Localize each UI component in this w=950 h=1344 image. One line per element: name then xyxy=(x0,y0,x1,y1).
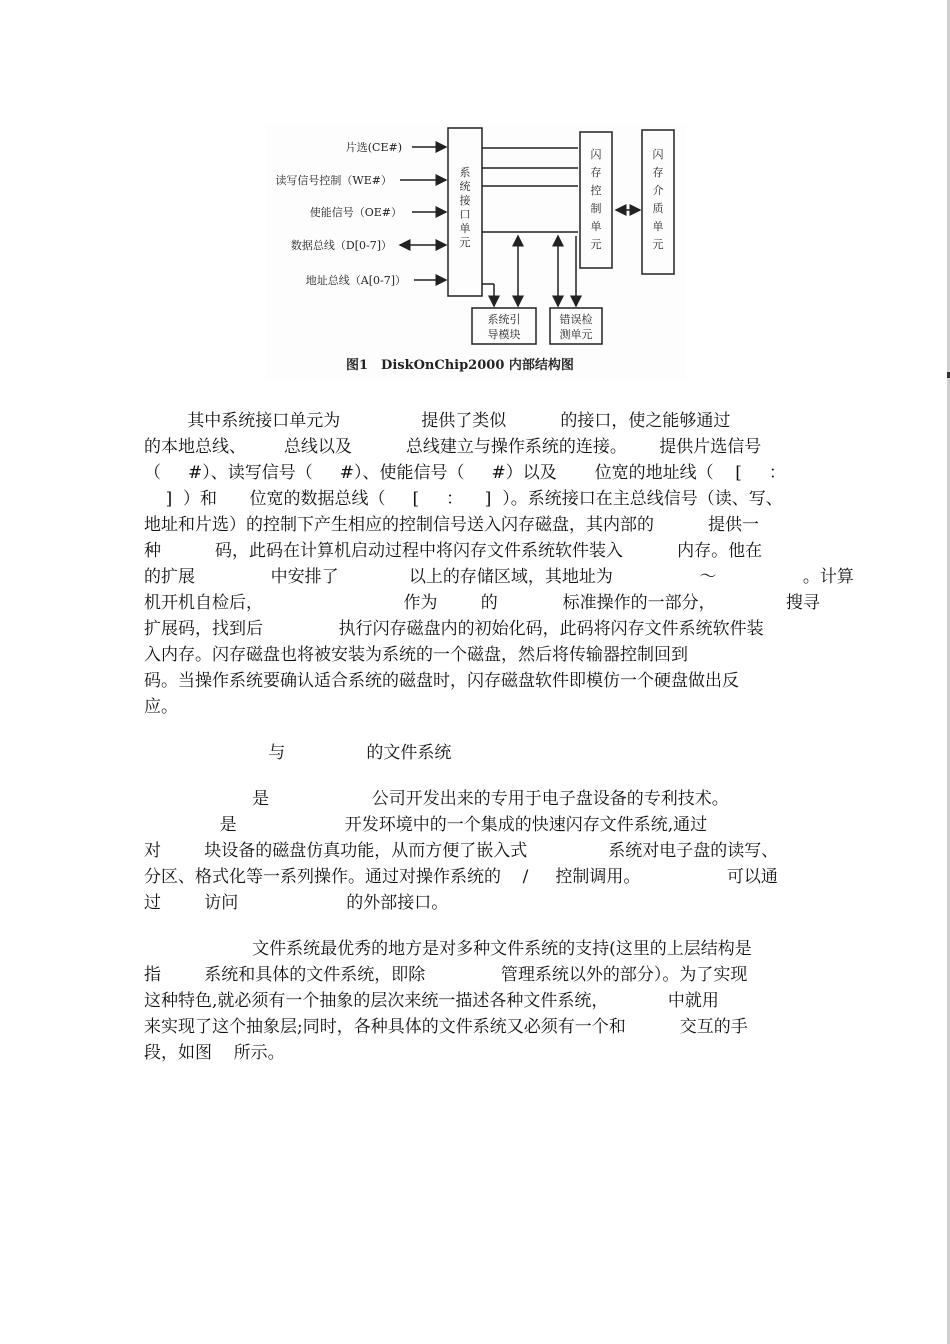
text-line: 应。 xyxy=(144,697,178,717)
flash-media-char: 存 xyxy=(652,166,664,179)
text-line: 码。当操作系统要确认适合系统的磁盘时，闪存磁盘软件即模仿一个硬盘做出反 xyxy=(144,671,739,691)
flash-media-char: 闪 xyxy=(652,148,664,161)
interface-char: 口 xyxy=(459,208,471,221)
section-heading: 与 的文件系统 xyxy=(144,743,452,763)
text-line: 扩展码，找到后 执行闪存磁盘内的初始化码，此码将闪存文件系统软件装 xyxy=(144,619,764,639)
flash-media-char: 元 xyxy=(652,238,664,251)
interface-char: 元 xyxy=(459,236,471,249)
input-label-oe: 使能信号（OE#） xyxy=(309,206,402,219)
error-detect-label: 错误检 xyxy=(559,313,593,326)
flash-media-char: 单 xyxy=(652,220,664,233)
interface-char: 单 xyxy=(459,222,471,235)
diagram-svg xyxy=(266,124,686,380)
text-line: 来实现了这个抽象层;同时，各种具体的文件系统又必须有一个和 交互的手 xyxy=(144,1017,748,1037)
text-line: 机开机自检后， 作为 的 标准操作的一部分， 搜寻 xyxy=(144,593,820,613)
input-label-data: 数据总线（D[0-7]） xyxy=(290,239,392,252)
text-line: ] ）和 位宽的数据总线（ [ ： ] ）。系统接口在主总线信号（读、写、 xyxy=(144,489,783,509)
text-line: 其中系统接口单元为 提供了类似 的接口，使之能够通过 xyxy=(144,411,731,431)
text-line: 指 系统和具体的文件系统，即除 管理系统以外的部分）。为了实现 xyxy=(144,965,748,985)
text-line: 的扩展 中安排了 以上的存储区域，其地址为 ～ 。计算 xyxy=(144,567,854,587)
flash-ctrl-char: 存 xyxy=(590,166,602,179)
flash-media-char: 介 xyxy=(652,184,664,197)
text-line: 入内存。闪存磁盘也将被安装为系统的一个磁盘，然后将传输器控制回到 xyxy=(144,645,688,665)
flash-ctrl-char: 闪 xyxy=(590,148,602,161)
boot-module-label: 导模块 xyxy=(487,328,521,341)
text-line: 过 访问 的外部接口。 xyxy=(144,893,449,913)
text-line: 对 块设备的磁盘仿真功能，从而方便了嵌入式 系统对电子盘的读写、 xyxy=(144,841,779,861)
text-line: 地址和片选）的控制下产生相应的控制信号送入闪存磁盘，其内部的 提供一 xyxy=(144,515,760,535)
input-label-ce: 片选(CE#) xyxy=(345,141,402,154)
flash-ctrl-char: 元 xyxy=(590,238,602,251)
structure-diagram xyxy=(266,124,686,380)
flash-ctrl-char: 单 xyxy=(590,220,602,233)
text-line: 文件系统最优秀的地方是对多种文件系统的支持(这里的上层结构是 xyxy=(144,939,752,959)
flash-media-char: 质 xyxy=(652,202,664,215)
text-line: 段，如图 所示。 xyxy=(144,1043,285,1063)
text-line: 是 公司开发出来的专用于电子盘设备的专利技术。 xyxy=(144,789,729,809)
interface-char: 系 xyxy=(459,166,471,179)
flash-ctrl-char: 控 xyxy=(590,184,602,197)
text-line: 分区、格式化等一系列操作。通过对操作系统的 / 控制调用。 可以通 xyxy=(144,867,778,887)
text-line: 种 码，此码在计算机启动过程中将闪存文件系统软件装入 内存。他在 xyxy=(144,541,763,561)
error-detect-label: 测单元 xyxy=(559,328,593,341)
interface-char: 接 xyxy=(459,194,471,207)
text-line: （ #）、读写信号（ #）、使能信号（ #）以及 位宽的地址线（ [ ： xyxy=(144,463,786,483)
text-line: 是 开发环境中的一个集成的快速闪存文件系统,通过 xyxy=(144,815,708,835)
text-line: 的本地总线、 总线以及 总线建立与操作系统的连接。 提供片选信号 xyxy=(144,437,762,457)
input-label-we: 读写信号控制（WE#） xyxy=(275,174,392,187)
figure-caption: 图1 DiskOnChip2000 内部结构图 xyxy=(346,358,574,373)
interface-char: 统 xyxy=(459,180,471,193)
text-line: 这种特色,就必须有一个抽象的层次来统一描述各种文件系统， 中就用 xyxy=(144,991,719,1011)
input-label-addr: 地址总线（A[0-7]） xyxy=(305,274,406,287)
boot-module-label: 系统引 xyxy=(487,313,521,326)
flash-ctrl-char: 制 xyxy=(590,202,602,215)
